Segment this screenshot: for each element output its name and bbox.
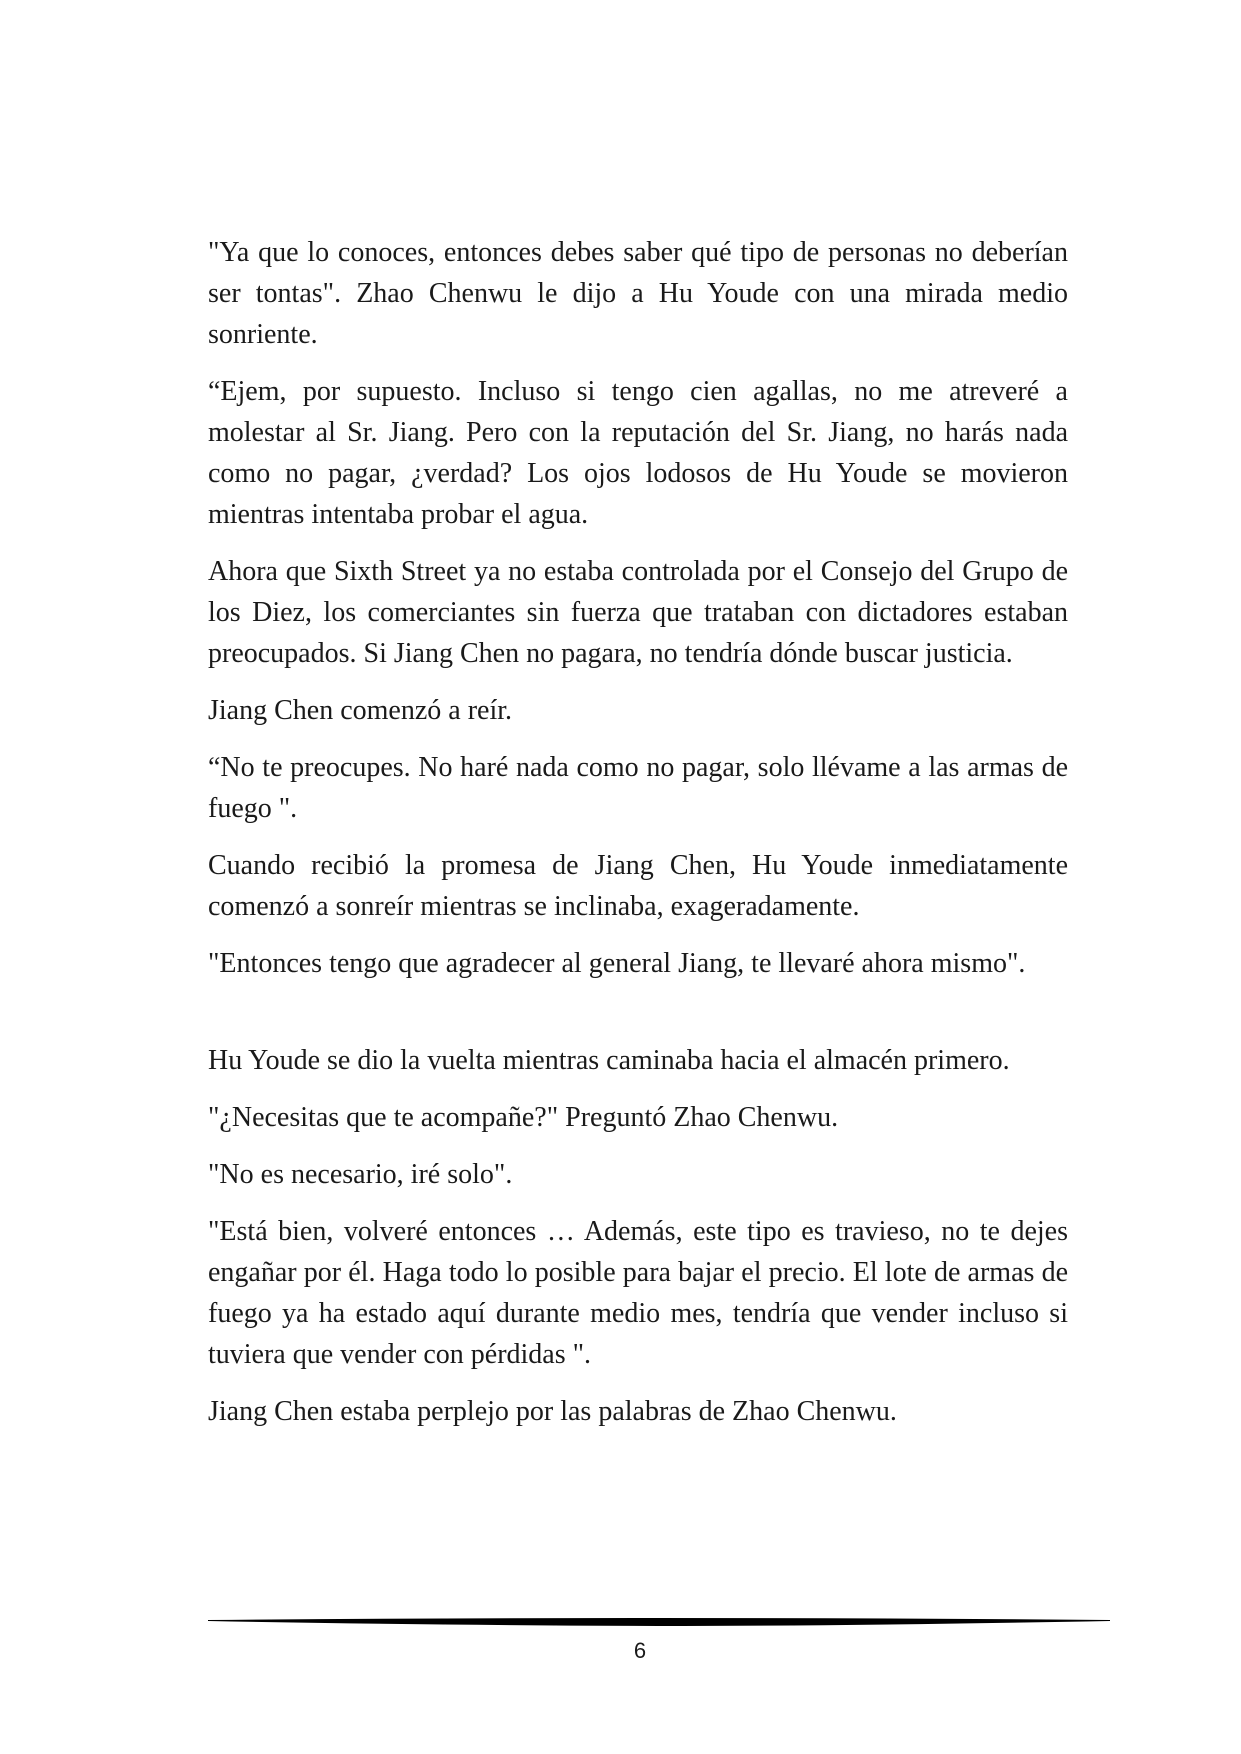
paragraph: "Está bien, volveré entonces … Además, este tipo es travieso, no te dejes engañar por él. Haga todo lo posible para bajar el precio. El lote de armas de fuego ya ha estado aquí durante medio mes, tendría que vender incluso si tuviera que vender con pérdidas ". [208,1216,1068,1370]
page-number: 6 [633,1638,647,1663]
paragraph: “No te preocupes. No haré nada como no pagar, solo llévame a las armas de fuego ". [208,752,1068,824]
paragraph: Jiang Chen comenzó a reír. [208,695,513,726]
paragraph: "¿Necesitas que te acompañe?" Preguntó Zhao Chenwu. [208,1102,839,1133]
paragraph: Jiang Chen estaba perplejo por las palabras de Zhao Chenwu. [208,1396,897,1427]
paragraph: Hu Youde se dio la vuelta mientras caminaba hacia el almacén primero. [208,1045,1010,1076]
paragraph: Ahora que Sixth Street ya no estaba controlada por el Consejo del Grupo de los Diez, los comerciantes sin fuerza que trataban con dictadores estaban preocupados. Si Jiang Chen no pagara, no tendría dónde buscar justicia. [208,556,1068,669]
footer-divider [208,1614,1110,1628]
paragraph: "No es necesario, iré solo". [208,1159,513,1190]
body-text [208,232,1068,1448]
paragraph: Cuando recibió la promesa de Jiang Chen, Hu Youde inmediatamente comenzó a sonreír mientras se inclinaba, exageradamente. [208,850,1068,922]
paragraph: “Ejem, por supuesto. Incluso si tengo cien agallas, no me atreveré a molestar al Sr. Jiang. Pero con la reputación del Sr. Jiang, no harás nada como no pagar, ¿verdad? Los ojos lodosos de Hu Youde se movieron mientras intentaba probar el agua. [208,376,1068,530]
paragraph: "Ya que lo conoces, entonces debes saber qué tipo de personas no deberían ser tontas". Zhao Chenwu le dijo a Hu Youde con una mirada medio sonriente. [208,237,1068,350]
paragraph: "Entonces tengo que agradecer al general Jiang, te llevaré ahora mismo". [208,948,1026,979]
